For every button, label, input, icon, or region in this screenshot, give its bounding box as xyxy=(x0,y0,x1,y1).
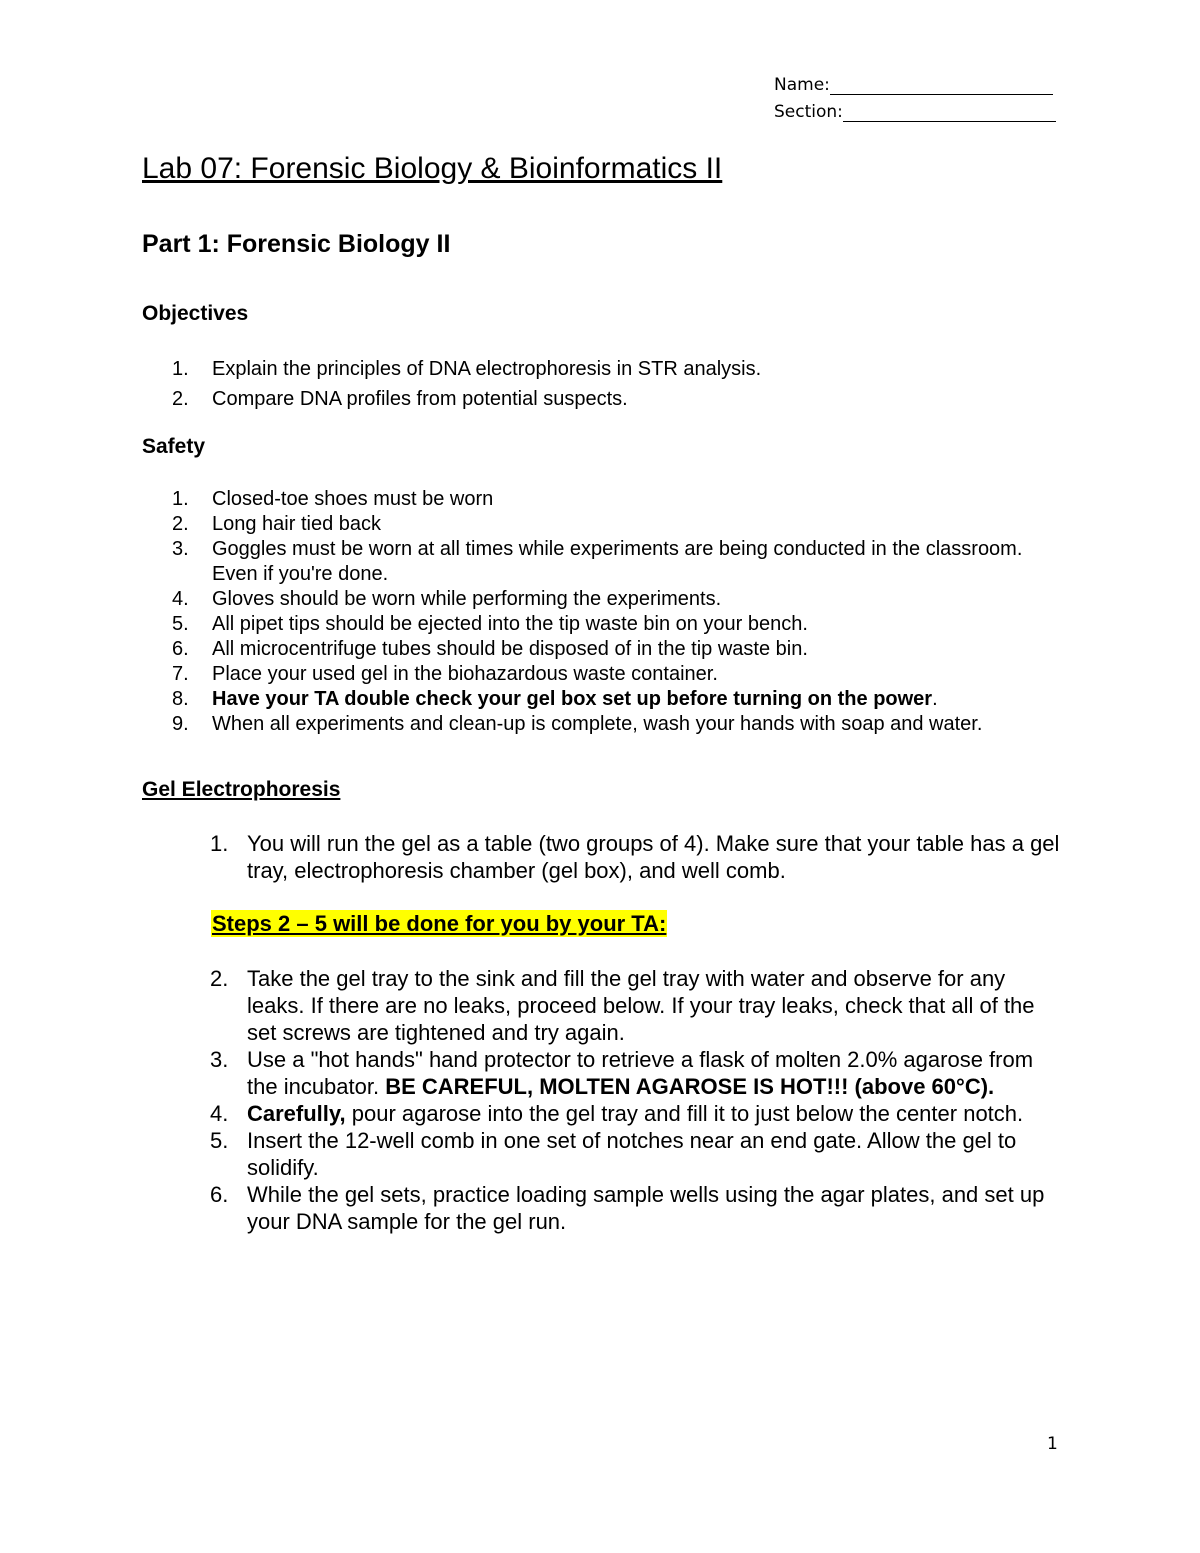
list-item: 5. All pipet tips should be ejected into the tip waste bin on your bench. xyxy=(172,613,808,635)
safety-heading: Safety xyxy=(142,435,206,458)
list-item: 6. All microcentrifuge tubes should be disposed of in the tip waste bin. xyxy=(172,638,808,660)
objectives-heading: Objectives xyxy=(142,302,249,325)
list-item: 2. Compare DNA profiles from potential suspects. xyxy=(172,388,628,410)
list-item: 3. Goggles must be worn at all times while experiments are being conducted in the classroom. Even if you're done. xyxy=(172,538,1023,585)
list-item: 4. Carefully, pour agarose into the gel tray and fill it to just below the center notch. xyxy=(210,1101,1024,1126)
objectives-list xyxy=(172,357,1042,412)
list-item: 3. Use a "hot hands" hand protector to retrieve a flask of molten 2.0% agarose from the incubator. BE CAREFUL, MOLTEN AGAROSE IS HOT!!! (above 60°C). xyxy=(210,1047,1034,1099)
hot-warning: BE CAREFUL, MOLTEN AGAROSE IS HOT!!! (above 60°C). xyxy=(385,1074,995,1099)
gel-electrophoresis-heading: Gel Electrophoresis xyxy=(142,778,341,801)
page-number: 1 xyxy=(1047,1434,1058,1454)
page-title: Lab 07: Forensic Biology & Bioinformatics II xyxy=(142,152,723,185)
gel-step1-list xyxy=(210,830,1067,884)
ta-steps-callout: Steps 2 – 5 will be done for you by your TA: xyxy=(212,911,667,936)
list-item: 1. Closed-toe shoes must be worn xyxy=(172,488,494,510)
safety-list xyxy=(172,487,1042,737)
name-blank-line xyxy=(830,78,1053,95)
list-item: 7. Place your used gel in the biohazardous waste container. xyxy=(172,663,718,685)
section-blank-line xyxy=(843,105,1056,122)
list-item: 1. Explain the principles of DNA electrophoresis in STR analysis. xyxy=(172,358,762,380)
list-item: 9. When all experiments and clean-up is complete, wash your hands with soap and water. xyxy=(172,713,983,735)
part1-heading: Part 1: Forensic Biology II xyxy=(142,230,451,258)
list-item: 6. While the gel sets, practice loading sample wells using the agar plates, and set up your DNA sample for the gel run. xyxy=(210,1182,1045,1234)
name-label: Name: xyxy=(774,75,830,95)
section-label: Section: xyxy=(774,102,843,122)
list-item: 8. Have your TA double check your gel box set up before turning on the power. xyxy=(172,688,938,710)
list-item: 2. Take the gel tray to the sink and fill the gel tray with water and observe for any leaks. If there are no leaks, proceed below. If your tray leaks, check that all of the set screws are tightened and try again. xyxy=(210,966,1035,1045)
section-field xyxy=(774,102,1056,122)
list-item: 2. Long hair tied back xyxy=(172,513,382,535)
list-item: 4. Gloves should be worn while performing the experiments. xyxy=(172,588,722,610)
gel-steps-list xyxy=(210,965,1067,1235)
name-field xyxy=(774,75,1053,95)
list-item: 5. Insert the 12-well comb in one set of notches near an end gate. Allow the gel to solidify. xyxy=(210,1128,1017,1180)
list-item: 1. You will run the gel as a table (two groups of 4). Make sure that your table has a gel tray, electrophoresis chamber (gel box), and well comb. xyxy=(210,831,1060,883)
bold-instruction: Have your TA double check your gel box set up before turning on the power xyxy=(212,688,933,710)
